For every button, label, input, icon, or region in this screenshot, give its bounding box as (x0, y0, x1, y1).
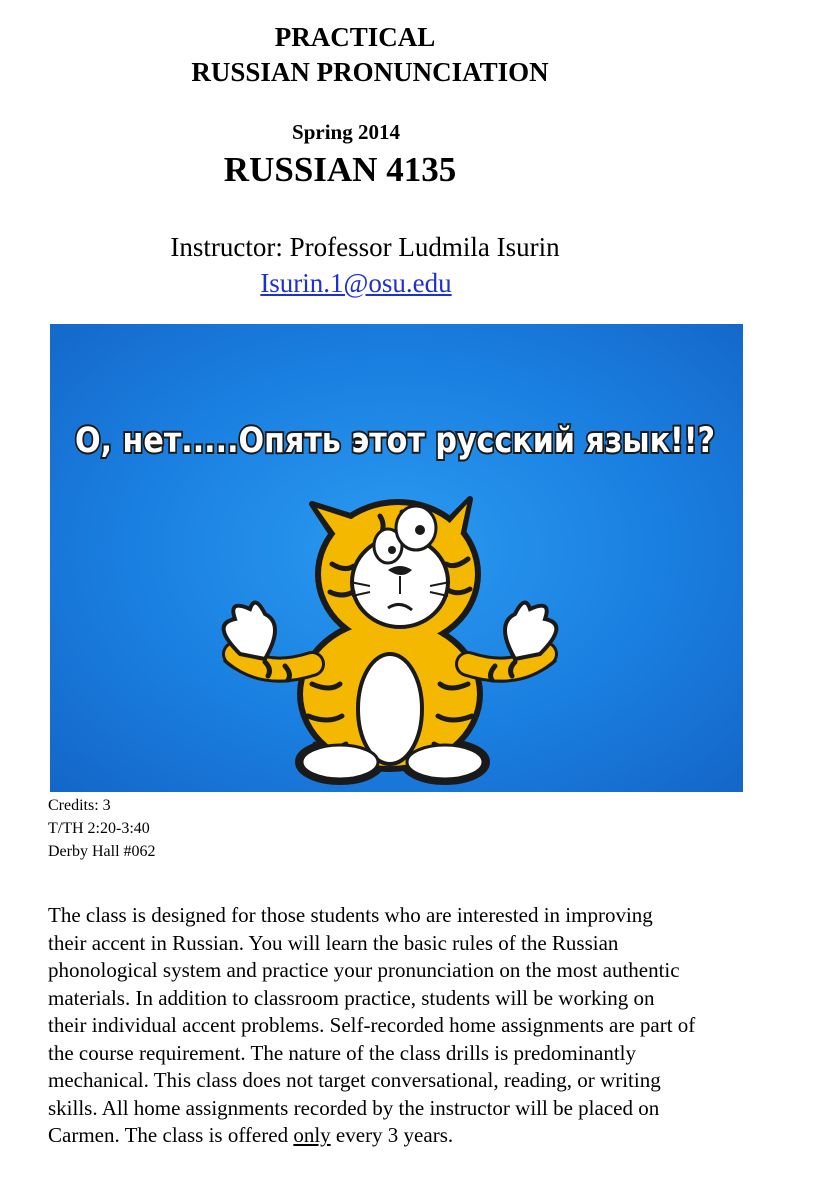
description-line: The class is designed for those students who are interested in improving (48, 903, 653, 927)
course-info (48, 794, 156, 863)
description-emphasis: only (293, 1123, 331, 1147)
course-code: RUSSIAN 4135 (223, 150, 457, 189)
description-line (48, 1122, 818, 1150)
instructor-name: Instructor: Professor Ludmila Isurin (170, 232, 560, 262)
description-last-before: Carmen. The class is offered (48, 1123, 294, 1147)
description-last-after: every 3 years. (330, 1123, 454, 1147)
description-line: skills. All home assignments recorded by the instructor will be placed on (48, 1095, 660, 1120)
term-label: Spring 2014 (292, 120, 400, 144)
description-line: mechanical. This class does not target conversational, reading, or writing (48, 1068, 661, 1092)
course-description (48, 902, 818, 1150)
location-text: Derby Hall #062 (48, 843, 156, 860)
description-line: their individual accent problems. Self-recorded home assignments are part of (48, 1013, 696, 1037)
poster-caption: О, нет.....Опять этот русский язык!!? (75, 421, 715, 461)
poster-image (50, 324, 743, 792)
title-line-2: RUSSIAN PRONUNCIATION (191, 57, 549, 87)
description-line: materials. In addition to classroom practice, students will be working on (48, 985, 655, 1010)
description-line: the course requirement. The nature of the class drills is predominantly (48, 1040, 637, 1065)
description-line: phonological system and practice your pronunciation on the most authentic (48, 958, 680, 982)
instructor-email-link[interactable]: Isurin.1@osu.edu (260, 268, 452, 298)
cat-illustration (224, 499, 557, 782)
schedule-text: T/TH 2:20-3:40 (48, 820, 150, 837)
description-line: their accent in Russian. You will learn the basic rules of the Russian (48, 930, 619, 955)
credits-text: Credits: 3 (48, 797, 111, 814)
title-line-1: PRACTICAL (274, 22, 436, 52)
